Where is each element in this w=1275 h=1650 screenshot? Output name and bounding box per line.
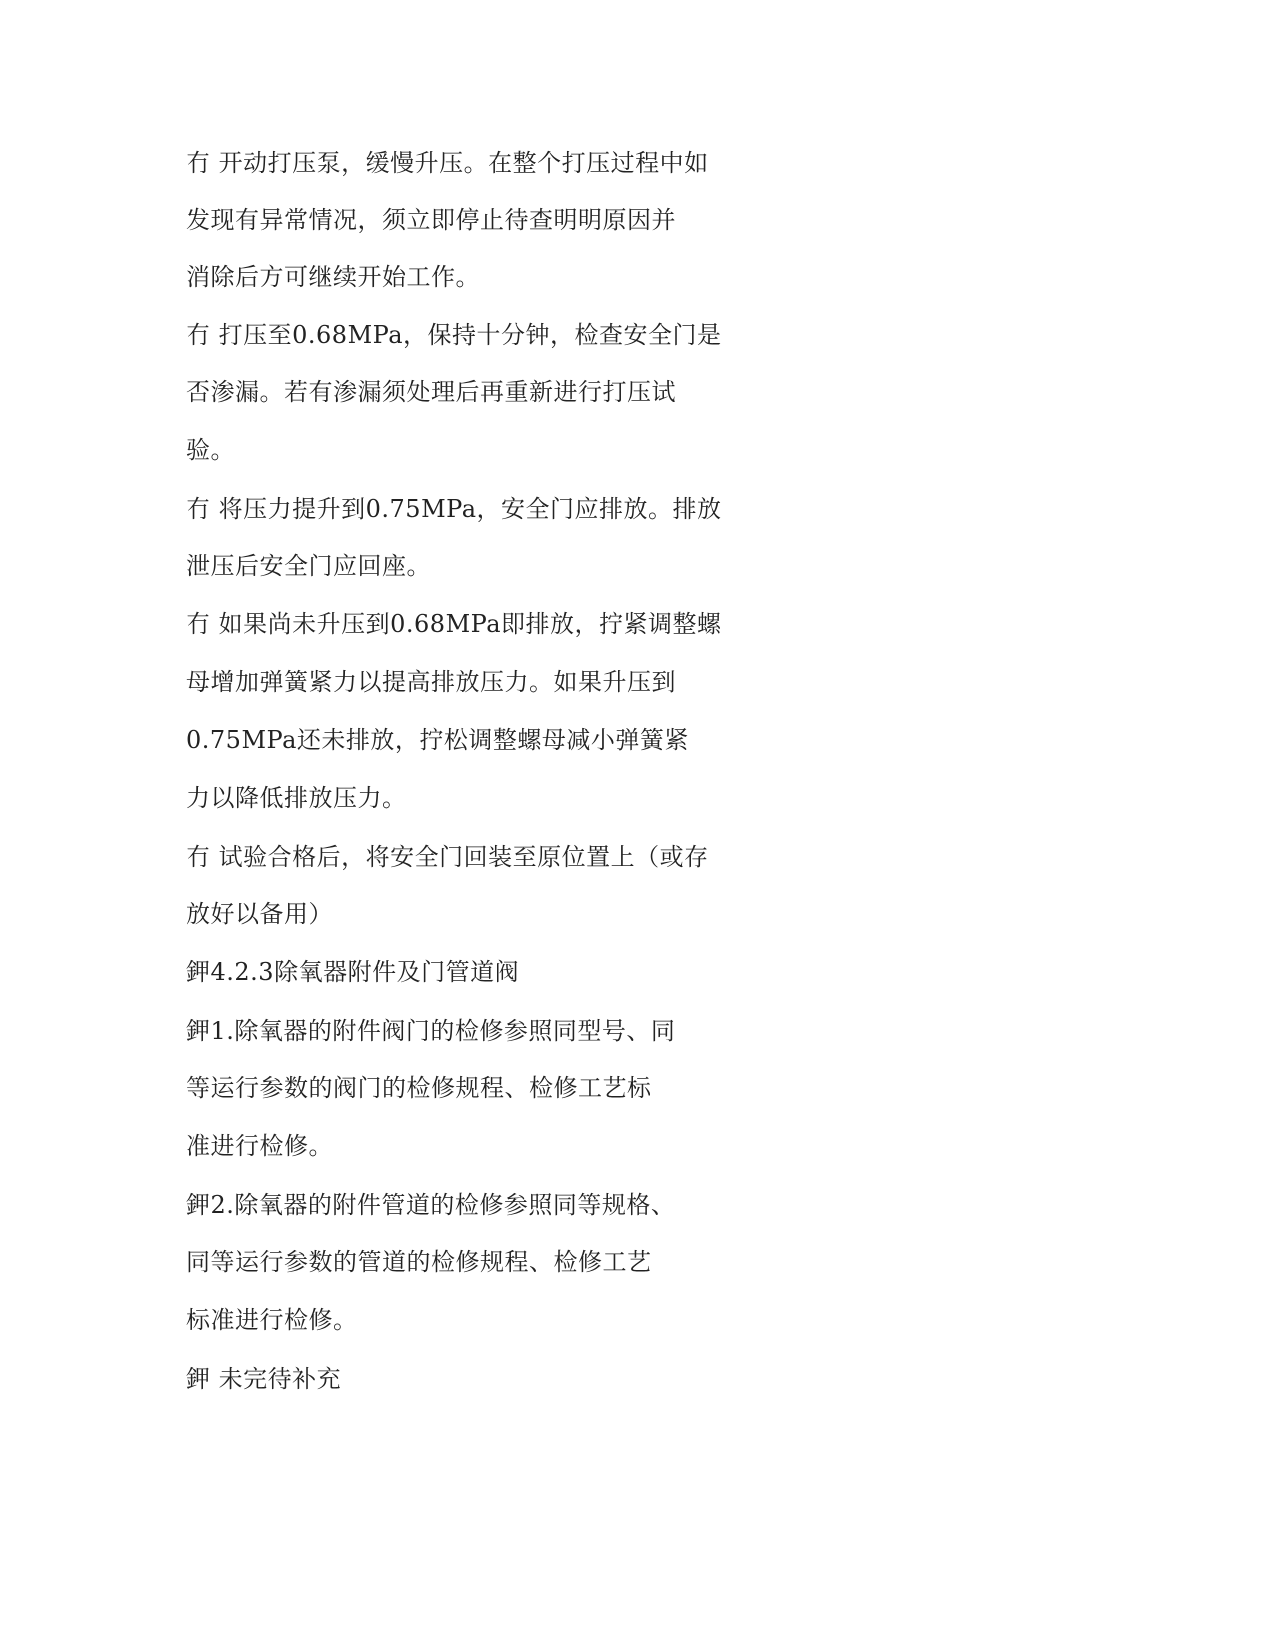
- text-line: 等运行参数的阀门的检修规程、检修工艺标: [186, 1074, 652, 1102]
- text-line: 0.75MPa还未排放，拧松调整螺母减小弹簧紧: [186, 726, 689, 754]
- text-line: 冇 打压至0.68MPa，保持十分钟，检查安全门是: [186, 321, 722, 349]
- text-line: 发现有异常情况，须立即停止待查明明原因并: [186, 206, 676, 234]
- text-line: 鉀 未完待补充: [186, 1365, 342, 1393]
- text-line: 同等运行参数的管道的检修规程、检修工艺: [186, 1248, 652, 1276]
- text-line: 泄压后安全门应回座。: [186, 552, 431, 580]
- section-heading: 鉀4.2.3除氧器附件及门管道阀: [186, 958, 520, 986]
- text-line: 准进行检修。: [186, 1132, 333, 1160]
- text-line: 母增加弹簧紧力以提高排放压力。如果升压到: [186, 668, 676, 696]
- text-line: 标准进行检修。: [186, 1306, 358, 1334]
- text-line: 冇 开动打压泵，缓慢升压。在整个打压过程中如: [186, 149, 709, 177]
- text-line: 冇 将压力提升到0.75MPa，安全门应排放。排放: [186, 495, 722, 523]
- text-line: 否渗漏。若有渗漏须处理后再重新进行打压试: [186, 378, 676, 406]
- text-line: 冇 如果尚未升压到0.68MPa即排放，拧紧调整螺: [186, 610, 722, 638]
- text-line: 消除后方可继续开始工作。: [186, 263, 480, 291]
- text-line: 鉀2.除氧器的附件管道的检修参照同等规格、: [186, 1191, 676, 1219]
- text-line: 冇 试验合格后，将安全门回装至原位置上（或存: [186, 843, 709, 871]
- text-line: 验。: [186, 436, 235, 464]
- text-line: 鉀1.除氧器的附件阀门的检修参照同型号、同: [186, 1017, 676, 1045]
- text-line: 放好以备用）: [186, 900, 333, 928]
- text-line: 力以降低排放压力。: [186, 784, 407, 812]
